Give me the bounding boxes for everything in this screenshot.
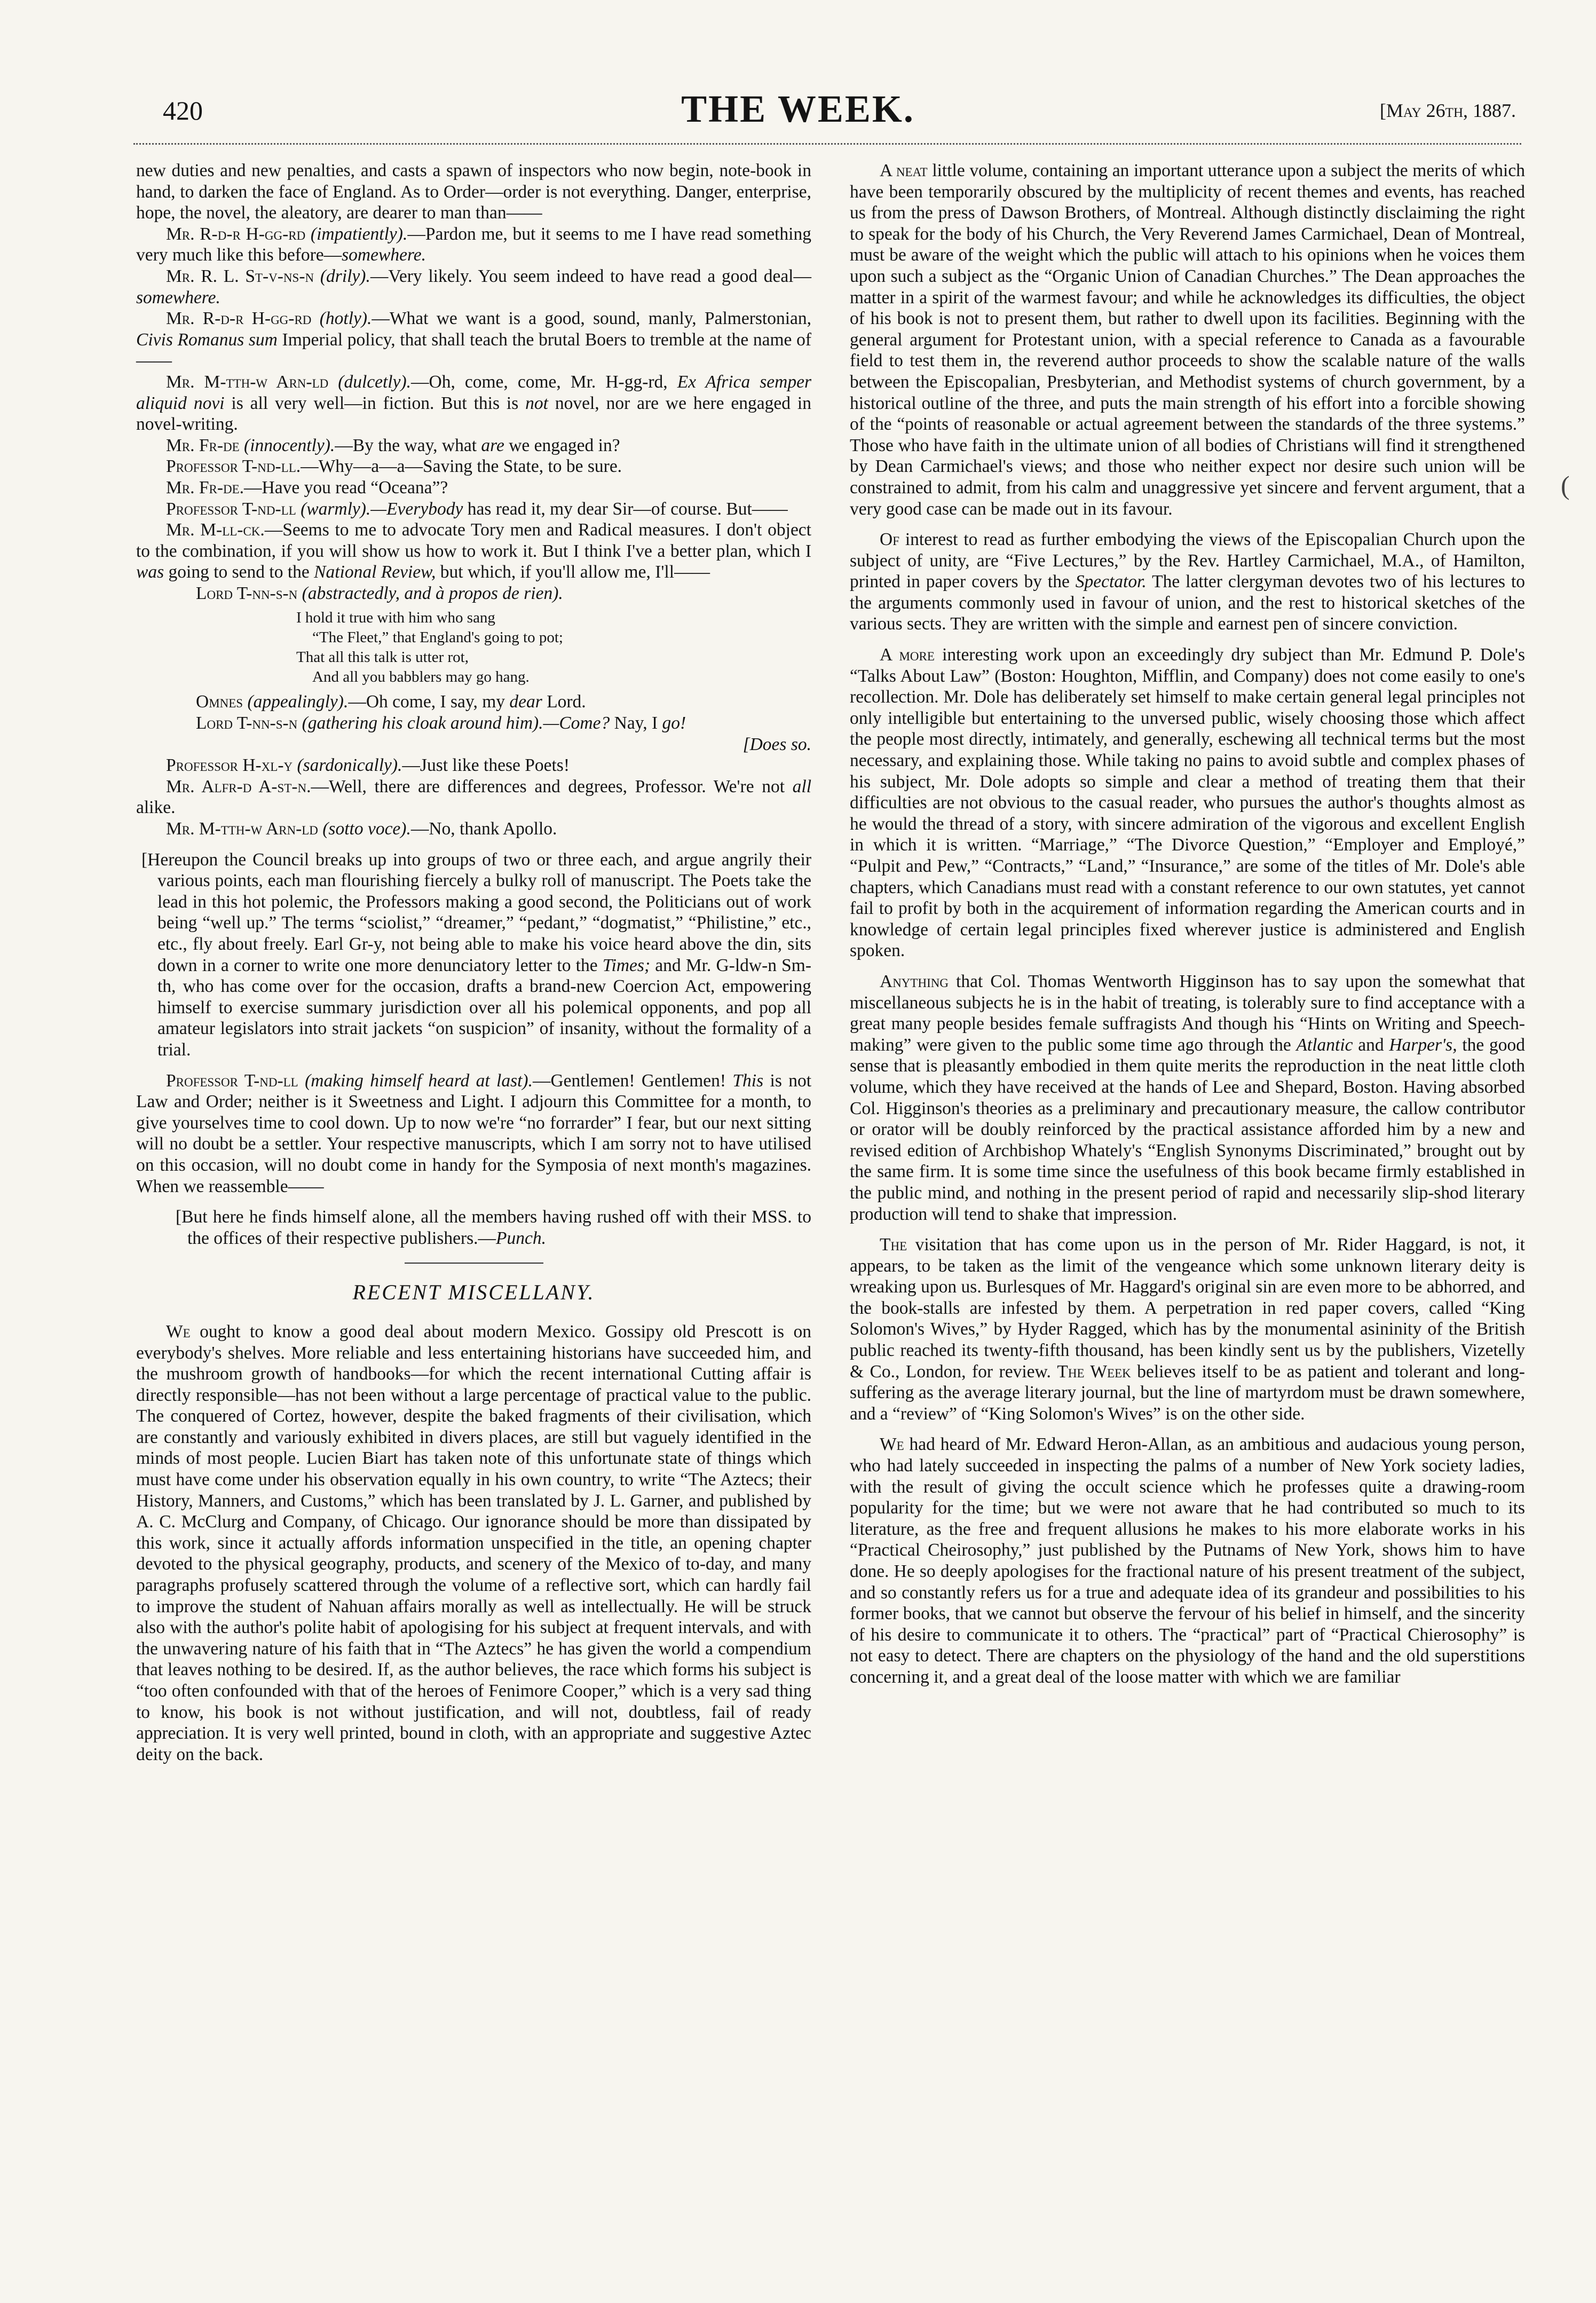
review-text: interest to read as further embodying the views of the Episcopalian Church upon the subject of unity, are “Five Lectures,” by the Rev. Hartley Carmichael, M.A., of Hamilton, printed in paper covers by the	[850, 530, 1525, 592]
speech: but which, if you'll allow me, I'll——	[436, 562, 710, 582]
speaker: Mr. M-tth-w Arn-ld	[166, 372, 329, 392]
review-text: the good sense that is pleasantly embodied in them quite merits the reproduction in the neat little cloth volume, which they have received at the hands of Lee and Shepard, Boston. Having absorbed Col. Higginson's theories as a preliminary and precautionary measure, the callow contributor or orator will be doubly reinforced by the practical assistance afforded him by a new and revised edition of Archbishop Whately's “English Synonyms Discriminated,” brought out by the same firm. It is some time since the usefulness of this book became firmly established in the public mind, and nothing in the present period of rapid and necessarily slip-shod literary production will tend to shake that impression.	[850, 1035, 1525, 1224]
paragraph: new duties and new penalties, and casts a spawn of inspectors who now begin, note-book in hand, to darken the face of England. As to Order—order is not everything. Danger, enterprise, hope, the novel, the aleatory, are dearer to man than——	[136, 161, 811, 223]
speech: we engaged in?	[504, 435, 620, 455]
review-text: believes itself to be as patient and tolerant and long-suffering as the average literary journal, but the line of martyrdom must be drawn somewhere, and a “review” of “King Solomon's Wives” is on the other side.	[850, 1361, 1525, 1424]
header-rule	[133, 143, 1521, 145]
dialogue-line	[136, 308, 811, 372]
lead-word: A neat	[880, 161, 928, 180]
speech-emphasis: dear	[509, 692, 542, 712]
stage-direction: (abstractedly, and à propos de rien).	[302, 583, 563, 603]
speaker: Omnes	[196, 692, 243, 712]
speaker: Mr. R-d-r H-gg-rd	[166, 309, 312, 329]
speaker: Professor H-xl-y	[166, 755, 293, 776]
dialogue-line	[136, 1070, 811, 1197]
dialogue-line	[136, 776, 811, 818]
speaker: Mr. R-d-r H-gg-rd	[166, 224, 306, 244]
speech-emphasis: not	[525, 393, 548, 413]
lead-word: Anything	[880, 971, 949, 991]
stage-direction: (hotly).	[319, 309, 372, 329]
speaker: Mr. Alfr-d A-st-n.	[166, 776, 311, 796]
speaker: Professor T-nd-ll	[166, 1070, 298, 1091]
speech-emphasis: all	[792, 776, 812, 796]
dialogue-line	[136, 456, 811, 477]
dialogue-line	[136, 691, 811, 713]
speaker: Mr. M-tth-w Arn-ld	[166, 819, 318, 839]
dialogue-line	[136, 435, 811, 456]
review-paragraph	[850, 644, 1525, 961]
stage-text: [But here he finds himself alone, all the members having rushed off with their MSS. to the offices of their respective publishers.—	[176, 1207, 811, 1248]
speech: going to send to the	[164, 562, 314, 582]
speech: novel, nor are we here engaged in novel-writing.	[136, 393, 811, 435]
section-heading: RECENT MISCELLANY.	[352, 1280, 595, 1305]
stage-direction: (warmly).—Everybody	[301, 499, 463, 519]
speaker: Mr. M-ll-ck.	[166, 520, 265, 540]
review-text: and	[1353, 1035, 1389, 1055]
stage-paragraph	[136, 849, 811, 1061]
dialogue-line	[136, 713, 811, 754]
stage-text: [Hereupon the Council breaks up into groups of two or three each, and argue angrily their various points, each man flourishing fiercely a bulky roll of manuscript. The Poets take the lead in this hot polemic, the Professors making a good second, the Politicians out of work being “well up.” The terms “sciolist,” “dreamer,” “pedant,” “dogmatist,” “Philistine,” etc., etc., fly about freely. Earl Gr-y, not being able to make his voice heard above the din, sits down in a corner to write one more denunciatory letter to the	[141, 849, 811, 975]
right-column	[850, 160, 1525, 1688]
publication-title: Times;	[602, 955, 651, 975]
speech: —Well, there are differences and degrees, Professor. We're not	[311, 776, 793, 796]
stage-direction: (impatiently).	[310, 224, 408, 244]
speech: —Oh, come, come, Mr. H-gg-rd,	[411, 372, 677, 392]
dialogue-line	[136, 519, 811, 583]
page-number: 420	[163, 96, 203, 125]
lead-word: A more	[880, 645, 935, 665]
review-paragraph	[850, 971, 1525, 1225]
review-paragraph	[850, 529, 1525, 635]
speech: —Oh come, I say, my	[348, 692, 510, 712]
speech: Imperial policy, that shall teach the brutal Boers to tremble at the name of——	[136, 329, 811, 371]
stage-direction: (sotto voce).	[322, 819, 411, 839]
review-text: ought to know a good deal about modern Mexico. Gossipy old Prescott is on everybody's shelves. More reliable and less entertaining historians have succeeded him, and the mushroom growth of handbooks—for which the recent international Cutting affair is directly responsible—has not been without a large percentage of practical value to the public. The conquered of Cortez, however, despite the baked fragments of their civilisation, which are constantly and variously exhibited in divers places, are still but vaguely identified in the minds of most people. Lucien Biart has taken note of this unfortunate state of things which must have come under his observation equally in his own country, to write “The Aztecs; their History, Manners, and Customs,” which has been translated by J. L. Garner, and published by A. C. McClurg and Company, of Chicago. Our ignorance should be more than dissipated by this work, since it actually affords information unspecified in the title, an opening chapter devoted to the physical geography, products, and scenery of the Mexico of to-day, and many paragraphs profusely scattered through the volume of a reflective sort, which can hardly fail to improve the student of Nahuan affairs morally as well as intellectually. He will be struck also with the author's polite habit of apologising for his subject at frequent intervals, and with the unwavering nature of his faith that in “The Aztecs” he has given the world a compendium that leaves nothing to be desired. If, as the author believes, the race which forms his subject is “too often confounded with that of the heroes of Fenimore Cooper,” which is a very sad thing to know, his book is not without justification, and will not, doubtless, fail of ready appreciation. It is very well printed, bound in cloth, with an appropriate and suggestive Aztec deity on the back.	[136, 1321, 811, 1764]
dialogue-line	[136, 477, 811, 499]
dialogue-line	[136, 755, 811, 776]
dialogue-line	[136, 499, 811, 520]
speaker: Mr. Fr-de	[166, 435, 240, 455]
publication-title: Harper's,	[1389, 1035, 1457, 1055]
review-paragraph	[136, 1321, 811, 1765]
stage-direction: (innocently).	[244, 435, 335, 455]
stage-direction: (sardonically).	[297, 755, 402, 776]
publication-title: National Review,	[314, 562, 436, 582]
dialogue-line	[136, 224, 811, 266]
review-text: The latter clergyman devotes two of his lectures to the arguments commonly used in favour of union, and the rest to historical sketches of the various sects. They are written with the simple and earnest pen of sincere conviction.	[850, 572, 1525, 634]
review-paragraph	[850, 1434, 1525, 1687]
speech: alike.	[136, 798, 176, 818]
review-paragraph	[850, 1234, 1525, 1424]
dialogue-line	[136, 266, 811, 308]
dialogue-line	[136, 583, 811, 604]
speech: —Pardon me, but it seems to me I have read something very much like this before—	[136, 224, 811, 265]
speaker: Professor T-nd-ll.	[166, 456, 301, 477]
latin-phrase: Ex Africa semper aliquid novi	[136, 372, 812, 413]
stage-direction: (drily).	[320, 266, 370, 286]
dialogue-line	[136, 372, 811, 435]
lead-word: We	[166, 1321, 191, 1342]
dialogue-line	[136, 818, 811, 840]
speech: —Gentlemen! Gentlemen!	[532, 1070, 733, 1091]
speech: Nay, I	[610, 713, 662, 734]
margin-bracket-mark: (	[1561, 470, 1570, 500]
speech-emphasis: somewhere.	[342, 245, 426, 265]
stage-direction: (appealingly).	[247, 692, 349, 712]
review-text: little volume, containing an important utterance upon a subject the merits of which have been temporarily obscured by the multiplicity of recent themes and events, has reached us from the press of Dawson Brothers, of Montreal. Although distinctly disclaiming the right to speak for the body of his Church, the Very Reverend James Carmichael, Dean of Montreal, must be aware of the weight which the public will attach to his opinions when he voices them upon such a subject as the “Organic Union of Canadian Churches.” The Dean approaches the matter in a spirit of the warmest favour; and while he acknowledges its difficulties, the object of his book is not to present them, but rather to dwell upon its facilities. Beginning with the general argument for Protestant union, with a special reference to Canada as a favourable field to test them in, the reverend author proceeds to show the scalable nature of the walls between the Episcopalian, Presbyterian, and Methodist systems of church government, by a historical outline of the three, and puts the main strength of his effort into a forcible showing of the “points of reasonable or actual agreement between the standards of the three systems.” Those who have faith in the ultimate union of all bodies of Christians will find it strengthened by Dean Carmichael's views; and those who neither expect nor desire such union will be constrained to admit, from his calm and unaggressive yet sincere and fervent argument, that a very good case can be made out in its favour.	[850, 161, 1525, 519]
speech: —Just like these Poets!	[402, 755, 570, 776]
speech: —Have you read “Oceana”?	[244, 477, 448, 498]
lead-word: Of	[880, 530, 899, 550]
publication-title: Atlantic	[1296, 1035, 1353, 1055]
verse-line: That all this talk is utter rot,	[296, 649, 469, 666]
stage-direction: (dulcetly).	[338, 372, 412, 392]
section-divider	[405, 1263, 543, 1264]
speech: has read it, my dear Sir—of course. But——	[463, 499, 788, 519]
verse-line: And all you babblers may go hang.	[312, 668, 530, 686]
publication-title: The Week	[1057, 1361, 1131, 1382]
review-text: that Col. Thomas Wentworth Higginson has to say upon the somewhat that miscellaneous subjects he is in the habit of treating, is tolerably sure to find acceptance with a great many people besides female suffragists And though his “Hints on Writing and Speech-making” were given to the public some time ago through the	[850, 971, 1525, 1055]
issue-date: [May 26th, 1887.	[1379, 100, 1516, 121]
verse-line: “The Fleet,” that England's going to pot;	[312, 629, 563, 646]
review-paragraph	[850, 160, 1525, 519]
speech: is all very well—in fiction. But this is	[224, 393, 526, 413]
verse-line: I hold it true with him who sang	[296, 609, 495, 627]
publication-title: Spectator.	[1075, 572, 1147, 592]
latin-phrase: Civis Romanus sum	[136, 329, 278, 350]
speech: —Very likely. You seem indeed to have read a good deal—	[370, 266, 811, 286]
masthead-title: THE WEEK.	[681, 88, 915, 130]
speech-emphasis: go!	[662, 713, 686, 734]
lead-word: We	[880, 1434, 904, 1455]
speech: is not Law and Order; neither is it Sweetness and Light. I adjourn this Committee for a month, to give yourselves time to cool down. Up to now we're “no forrarder” I fear, but our next sitting will no doubt be a settler. Your respective manuscripts, which I am sorry not to have utilised on this occasion, will no doubt come in handy for the Symposia of next month's magazines. When we reassemble——	[136, 1070, 812, 1196]
stage-direction: (gathering his cloak around him).—Come?	[302, 713, 610, 734]
lead-word: The	[880, 1235, 907, 1255]
verse-quotation	[296, 608, 811, 687]
review-text: had heard of Mr. Edward Heron-Allan, as an ambitious and audacious young person, who had lately succeeded in inspecting the palms of a number of New York society ladies, with the result of giving the occult science which he professes quite a drawing-room popularity for the time; but we were not aware that he had contributed so much to its literature, as the free and frequent allusions he makes to his more elaborate works in his “Practical Cheirosophy,” just published by the Putnams of New York, shows him to have done. He so deeply apologises for the fractional nature of his present treatment of the subject, and so constantly refers us for a true and adequate idea of its grandeur and possibilities to his former books, that we cannot but observe the fervour of his belief in himself, and the sincerity of his desire to communicate it to others. The “practical” part of “Practical Chierosophy” is not easy to detect. There are chapters on the physiology of the hand and the old superstitions concerning it, and a great deal of the loose matter with which we are familiar	[850, 1434, 1525, 1687]
stage-direction: (making himself heard at last).	[305, 1070, 533, 1091]
speaker: Lord T-nn-s-n	[196, 713, 298, 734]
speaker: Lord T-nn-s-n	[196, 583, 298, 603]
stage-paragraph	[136, 1206, 811, 1249]
speech-emphasis: was	[136, 562, 164, 582]
speech: Lord.	[542, 692, 586, 712]
speech: —By the way, what	[335, 435, 481, 455]
source-signature: Punch.	[496, 1228, 546, 1248]
speech: —Why—a—a—Saving the State, to be sure.	[301, 456, 622, 477]
speech: —No, thank Apollo.	[410, 819, 557, 839]
stage-note: [Does so.	[742, 734, 811, 754]
speech-emphasis: somewhere.	[136, 287, 220, 307]
speech: —What we want is a good, sound, manly, Palmerstonian,	[372, 309, 811, 329]
stage-text: and Mr. G-ldw-n Sm-th, who has come over for the occasion, drafts a brand-new Coercion Act, empowering himself to exercise summary jurisdiction over all his polemical opponents, and pop all amateur legislators into strait jackets “on suspicion” of insanity, without the formality of a trial.	[157, 955, 812, 1060]
left-column	[136, 160, 811, 1765]
review-text: interesting work upon an exceedingly dry subject than Mr. Edmund P. Dole's “Talks About Law” (Boston: Houghton, Mifflin, and Company) does not come easily to one's recollection. Mr. Dole has deliberately set himself to make certain general legal principles not only intelligible but entertaining to the unversed public, wisely choosing those which affect the people most directly, intimately, and generally, eschewing all technical terms but the most necessary, and explaining those. While taking no pains to avoid subtle and complex phases of his subject, Mr. Dole adopts so simple and clear a method of treating them that their difficulties are not obvious to the casual reader, who pursues the author's thoughts almost as he would the thread of a story, with sincere admiration of the vigorous and excellent English in which it is written. “Marriage,” “The Divorce Question,” “Employer and Employé,” “Pulpit and Pew,” “Contracts,” “Land,” “Insurance,” are some of the titles of Mr. Dole's able chapters, which Canadians must read with a constant reference to our own statutes, yet cannot fail to profit by both in the acquirement of information regarding the American courts and in knowledge of certain legal principles fixed wherever justice is administered and English spoken.	[850, 645, 1525, 961]
speaker: Mr. R. L. St-v-ns-n	[166, 266, 314, 286]
speech-emphasis: are	[481, 435, 504, 455]
speaker: Professor T-nd-ll	[166, 499, 296, 519]
review-text: visitation that has come upon us in the person of Mr. Rider Haggard, is not, it appears, to be taken as the limit of the vengeance which some unknown literary deity is wreaking upon us. Burlesques of Mr. Haggard's original sin are even more to be abhorred, and the book-stalls are infested by them. A perpetration in red paper covers, called “King Solomon's Wives,” by Hyder Ragged, which has by the monumental asininity of the British public reached its twenty-fifth thousand, has been kindly sent us by the publishers, Vizetelly & Co., London, for review.	[850, 1235, 1525, 1382]
speech: —Seems to me to advocate Tory men and Radical measures. I don't object to the combination, if you will show us how to work it. But I think I've a better plan, which I	[136, 520, 811, 561]
speech-emphasis: This	[732, 1070, 764, 1091]
speaker: Mr. Fr-de.	[166, 477, 244, 498]
page-header	[0, 0, 1596, 144]
